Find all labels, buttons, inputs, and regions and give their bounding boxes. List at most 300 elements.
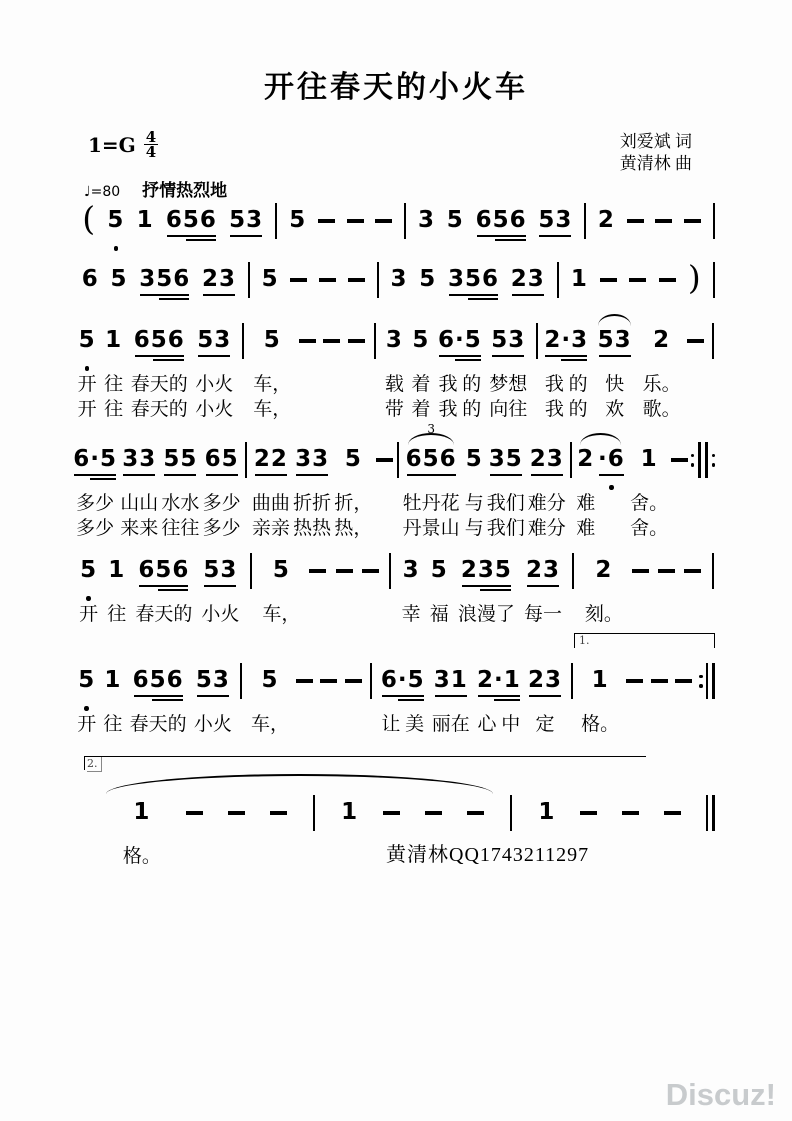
note-number: 656 xyxy=(165,207,217,233)
note xyxy=(107,556,126,627)
lyric: 牡丹花 xyxy=(402,493,460,514)
note-number: 5 xyxy=(110,266,128,292)
dash-note xyxy=(318,206,335,241)
barline-glyph xyxy=(242,327,244,355)
note xyxy=(131,326,188,422)
note-number: 23 xyxy=(527,667,562,693)
note-number: 5 xyxy=(263,327,281,353)
dash-note xyxy=(687,326,704,411)
note xyxy=(107,206,124,252)
beat-group xyxy=(374,666,570,737)
lyric: 车， xyxy=(253,374,292,395)
note-number: 5 xyxy=(430,557,448,583)
lyric xyxy=(382,480,387,505)
barline-glyph xyxy=(313,799,315,827)
barline xyxy=(691,445,716,542)
barline xyxy=(710,326,715,423)
beat-group xyxy=(70,556,249,627)
lyric xyxy=(609,491,614,516)
lyric: 多少 xyxy=(202,493,241,514)
note-number: 23 xyxy=(510,266,545,292)
dash-note xyxy=(270,798,287,858)
note-number: 23 xyxy=(529,446,564,472)
barline-glyph xyxy=(570,446,572,474)
barline-glyph xyxy=(572,557,574,585)
note-number: 1 xyxy=(640,446,658,472)
lyric: 欢 xyxy=(605,399,625,420)
bar-stroke xyxy=(706,663,708,699)
note xyxy=(524,556,562,627)
lyric xyxy=(700,517,705,542)
beam-underline xyxy=(449,294,498,296)
repeat-dot xyxy=(712,463,716,467)
note-number: ( xyxy=(82,199,96,238)
barline xyxy=(713,206,715,253)
barline-glyph xyxy=(712,327,714,355)
lyric xyxy=(628,833,633,858)
bar-stroke xyxy=(571,663,573,699)
beat-group xyxy=(559,258,713,311)
bar-stroke xyxy=(389,553,391,589)
lyric xyxy=(657,701,662,726)
beat-group xyxy=(70,445,244,541)
lyric: 着 xyxy=(411,399,431,420)
note-number: 2·3 xyxy=(544,327,589,353)
lyric: 难 xyxy=(576,518,596,539)
beam-underline xyxy=(407,474,456,476)
note xyxy=(202,265,236,311)
beam-underline xyxy=(545,355,587,357)
note-number: 53 xyxy=(229,207,264,233)
bar-stroke xyxy=(245,442,247,478)
footer-contact: 黄清林QQ1743211297 xyxy=(386,844,590,866)
dash-note xyxy=(299,326,316,411)
beam-underline xyxy=(599,474,624,476)
note xyxy=(201,556,239,627)
lyric: 格。 xyxy=(122,846,161,867)
note xyxy=(262,265,279,311)
beam-underline xyxy=(527,585,559,587)
barline-glyph xyxy=(397,446,399,474)
bar-stroke xyxy=(242,323,244,359)
barline xyxy=(713,265,715,312)
note-number: 3 xyxy=(418,207,436,233)
key-signature xyxy=(88,130,158,159)
beam-underline xyxy=(478,695,520,697)
dash-note xyxy=(345,666,362,726)
beam-underline xyxy=(382,695,424,697)
note xyxy=(135,556,192,627)
note-number: 6 xyxy=(81,266,99,292)
note-number: 53 xyxy=(203,557,238,583)
bar-stroke xyxy=(712,323,714,359)
note-number: 6·5 xyxy=(380,667,425,693)
repeat-dots xyxy=(691,454,695,467)
lyric: 心 中 xyxy=(477,714,521,735)
note-number: 65 xyxy=(204,446,239,472)
bar-stroke xyxy=(712,663,716,699)
note-number: 1 xyxy=(136,207,154,233)
note-number: 55 xyxy=(163,446,198,472)
note-number: 1 xyxy=(591,667,609,693)
beam-underline xyxy=(398,699,424,701)
dash-note xyxy=(684,556,701,616)
metronome-mark: ♩=80 xyxy=(84,184,121,200)
bar-stroke xyxy=(240,663,242,699)
beam-underline xyxy=(134,695,183,697)
note-number: 5 xyxy=(107,207,125,233)
note-number: 1 xyxy=(538,799,556,825)
note-number: 5 xyxy=(465,446,483,472)
note xyxy=(77,666,96,737)
system-line-2 xyxy=(70,255,715,312)
bar-stroke xyxy=(536,323,538,359)
note xyxy=(137,206,154,252)
lyric: 小火 xyxy=(193,714,232,735)
lyric xyxy=(354,386,359,411)
beam-underline xyxy=(539,235,571,237)
dash-note xyxy=(309,556,326,616)
beat-group xyxy=(379,265,557,311)
note xyxy=(262,556,300,627)
beam-underline xyxy=(531,474,563,476)
beam-underline xyxy=(153,359,183,361)
beat-group xyxy=(246,326,373,422)
beam-underline xyxy=(512,294,544,296)
lyric: 热热 xyxy=(293,518,332,539)
bar-stroke xyxy=(712,553,714,589)
barline-group xyxy=(706,798,715,870)
system-line-4 xyxy=(70,422,715,542)
barline-glyph xyxy=(510,799,512,827)
barline-glyph xyxy=(245,446,247,474)
lyric: 让 美 xyxy=(381,714,425,735)
volta-2-label: 2. xyxy=(87,757,102,772)
lyric xyxy=(354,361,359,386)
note-number: 1 xyxy=(104,667,122,693)
note xyxy=(477,666,521,737)
lyric: 往 xyxy=(104,374,124,395)
bar-stroke xyxy=(374,323,376,359)
lyric: 与 xyxy=(464,493,484,514)
lyric: 与 xyxy=(464,518,484,539)
beat-group xyxy=(98,798,312,869)
lyric xyxy=(329,386,334,411)
beat-group xyxy=(401,422,462,541)
lyric xyxy=(690,591,695,616)
note-number: 33 xyxy=(295,446,330,472)
dash-note xyxy=(659,265,676,300)
note xyxy=(402,556,421,627)
barline-glyph xyxy=(536,327,538,355)
key-label: 1=G xyxy=(88,132,136,157)
lyric: 折折 xyxy=(293,493,332,514)
note xyxy=(253,326,291,422)
beam-underline xyxy=(123,474,155,476)
bar-stroke xyxy=(570,442,572,478)
note xyxy=(411,326,430,422)
lyric xyxy=(305,386,310,411)
beat-group xyxy=(593,326,636,422)
lyric: 着 xyxy=(411,374,431,395)
dash-note xyxy=(675,666,692,726)
beat-group xyxy=(70,199,275,252)
lyric: 乐。 xyxy=(642,374,681,395)
lyric: 折， xyxy=(334,493,373,514)
lyric: 往 xyxy=(104,399,124,420)
lyric: 小火 xyxy=(195,399,234,420)
lyric: 车， xyxy=(262,604,301,625)
lyric: 浪漫了 xyxy=(457,604,515,625)
note xyxy=(403,445,460,541)
barline-glyph xyxy=(370,667,372,695)
note xyxy=(438,326,482,422)
lyric: 春天的 xyxy=(130,399,188,420)
beat-group xyxy=(574,445,628,541)
note xyxy=(104,326,123,422)
barline-glyph xyxy=(389,557,391,585)
note-number: 5 xyxy=(261,266,279,292)
barline-glyph xyxy=(250,557,252,585)
lyric: 舍。 xyxy=(630,518,669,539)
bar-stroke xyxy=(313,795,315,831)
lyric: 我 的 xyxy=(438,374,482,395)
dash-note xyxy=(290,265,307,300)
volta-1-label: 1. xyxy=(578,634,590,647)
beat-group xyxy=(393,556,572,627)
note-number: 235 xyxy=(460,557,512,583)
dash-note xyxy=(347,206,364,241)
lyric xyxy=(382,505,387,530)
note xyxy=(528,666,562,737)
note xyxy=(598,445,625,541)
note-number: 5 xyxy=(419,266,437,292)
lyric xyxy=(705,713,710,738)
dash-note xyxy=(622,798,639,858)
score xyxy=(70,196,715,872)
parenthesis xyxy=(82,199,96,252)
dash-note xyxy=(655,206,672,241)
lyric: 快 xyxy=(605,374,625,395)
note xyxy=(598,206,615,252)
lyric xyxy=(234,833,239,858)
lyric xyxy=(677,480,682,505)
beam-underline xyxy=(204,585,236,587)
dash-note xyxy=(348,265,365,300)
note-number: 53 xyxy=(195,667,230,693)
barline-glyph xyxy=(699,667,715,695)
lyric: 小火 xyxy=(195,374,234,395)
barline-glyph xyxy=(712,557,714,585)
system-line-1 xyxy=(70,196,715,253)
beat-group xyxy=(406,206,584,252)
beam-underline xyxy=(455,359,481,361)
note-number: 5 xyxy=(412,327,430,353)
note-number: 3 xyxy=(402,557,420,583)
lyric xyxy=(305,361,310,386)
note xyxy=(161,445,199,541)
note-number: ·6 xyxy=(597,446,625,472)
note-number: 6·5 xyxy=(437,327,482,353)
note xyxy=(465,445,484,541)
dash-note xyxy=(296,666,313,726)
lyric: 载 xyxy=(384,374,404,395)
lyric: 车， xyxy=(253,399,292,420)
beat-group xyxy=(244,666,369,737)
lyric: 难分 xyxy=(527,518,566,539)
barline-group xyxy=(710,326,715,423)
lyric: 往 xyxy=(103,714,123,735)
note-number: 2 xyxy=(597,207,615,233)
note xyxy=(630,445,668,541)
note xyxy=(194,666,232,737)
lyric xyxy=(670,833,675,858)
beam-underline xyxy=(159,298,189,300)
note-number: 656 xyxy=(138,557,190,583)
note xyxy=(289,206,306,252)
beam-underline xyxy=(490,474,522,476)
repeat-dot xyxy=(691,454,695,458)
lyric: 福 xyxy=(429,604,449,625)
quarter-note-icon: ♩ xyxy=(84,184,91,200)
note xyxy=(448,265,499,311)
repeat-dots xyxy=(712,454,716,467)
note xyxy=(341,798,358,869)
note xyxy=(390,265,407,311)
lyric: 开 xyxy=(77,399,97,420)
lyric xyxy=(664,591,669,616)
dash-note xyxy=(336,556,353,616)
dash-note xyxy=(664,798,681,858)
note xyxy=(598,326,632,422)
beam-underline xyxy=(206,474,238,476)
note-number: 2·1 xyxy=(477,667,521,693)
note-number: 2 xyxy=(653,327,671,353)
dash-note xyxy=(228,798,245,858)
lyric xyxy=(638,591,643,616)
dash-note xyxy=(600,265,617,300)
lyric xyxy=(677,505,682,530)
bar-stroke xyxy=(397,442,399,478)
note xyxy=(82,265,99,311)
dash-note xyxy=(629,265,646,300)
beam-underline xyxy=(230,235,262,237)
beat-group xyxy=(586,206,713,252)
lyric: 我 的 xyxy=(438,399,482,420)
barline-glyph xyxy=(691,446,716,474)
dash-note xyxy=(651,666,668,726)
lyric xyxy=(710,373,715,398)
beam-underline xyxy=(561,359,587,361)
note-number: 53 xyxy=(491,327,526,353)
barline-glyph xyxy=(240,667,242,695)
beam-underline xyxy=(90,478,116,480)
note xyxy=(334,445,372,541)
repeat-dot xyxy=(699,684,703,688)
dash-note xyxy=(186,798,203,858)
note xyxy=(166,206,217,252)
lyric: 歌。 xyxy=(642,399,681,420)
lyric: 往往 xyxy=(161,518,200,539)
note xyxy=(111,265,128,311)
note-number: 1 xyxy=(570,266,588,292)
lyric xyxy=(708,845,713,870)
note-number: 6·5 xyxy=(73,446,117,472)
beat-group xyxy=(277,206,404,252)
note xyxy=(430,556,449,627)
note xyxy=(123,798,161,869)
barline xyxy=(710,556,715,628)
note-number: 656 xyxy=(133,327,185,353)
barline-glyph xyxy=(706,799,715,827)
lyric: 亲亲 xyxy=(251,518,290,539)
beat-group xyxy=(253,556,387,627)
note-number: 656 xyxy=(132,667,184,693)
lyric xyxy=(329,361,334,386)
beam-underline xyxy=(198,355,230,357)
beam-underline xyxy=(186,239,216,241)
barline-group xyxy=(699,666,715,738)
lyric xyxy=(192,833,197,858)
beam-underline xyxy=(164,474,196,476)
note xyxy=(487,445,525,541)
repeat-dots xyxy=(699,675,703,688)
lyric: 往 xyxy=(107,604,127,625)
beam-underline xyxy=(599,355,631,357)
beam-underline xyxy=(74,474,116,476)
note xyxy=(447,206,464,252)
note-number: 5 xyxy=(261,667,279,693)
note xyxy=(643,326,681,422)
lyric xyxy=(342,591,347,616)
barline xyxy=(699,666,715,738)
note-number: ) xyxy=(687,258,701,297)
lyric: 热， xyxy=(334,518,373,539)
note xyxy=(432,666,470,737)
system-line-6 xyxy=(70,630,715,738)
note-number: 656 xyxy=(405,446,457,472)
beam-underline xyxy=(139,585,188,587)
lyric xyxy=(710,398,715,423)
beat-group xyxy=(540,326,593,422)
note-number: 1 xyxy=(105,327,123,353)
song-title: 开往春天的小火车 xyxy=(264,71,528,104)
dash-note xyxy=(319,265,336,300)
time-numerator: 4 xyxy=(145,128,157,146)
repeat-dot xyxy=(699,675,703,679)
beam-underline xyxy=(435,695,467,697)
note-number: 356 xyxy=(139,266,191,292)
barline-group xyxy=(713,206,715,253)
lyricist-credit: 刘爱斌 词 xyxy=(619,132,692,151)
bar-stroke xyxy=(698,442,702,478)
beat-group xyxy=(377,326,535,422)
beam-underline xyxy=(462,585,511,587)
note xyxy=(293,445,331,541)
discuz-watermark: Discuz! xyxy=(665,1077,776,1112)
dash-note xyxy=(632,556,649,616)
note-number: 3 xyxy=(385,327,403,353)
lyric: 我 的 xyxy=(544,374,588,395)
barline-group xyxy=(710,556,715,628)
note-number: 33 xyxy=(122,446,157,472)
beam-underline xyxy=(492,355,524,357)
note xyxy=(79,556,98,627)
note-number: 23 xyxy=(202,266,237,292)
barline-glyph xyxy=(713,266,715,294)
lyric xyxy=(609,516,614,541)
lyric: 开 xyxy=(77,714,97,735)
